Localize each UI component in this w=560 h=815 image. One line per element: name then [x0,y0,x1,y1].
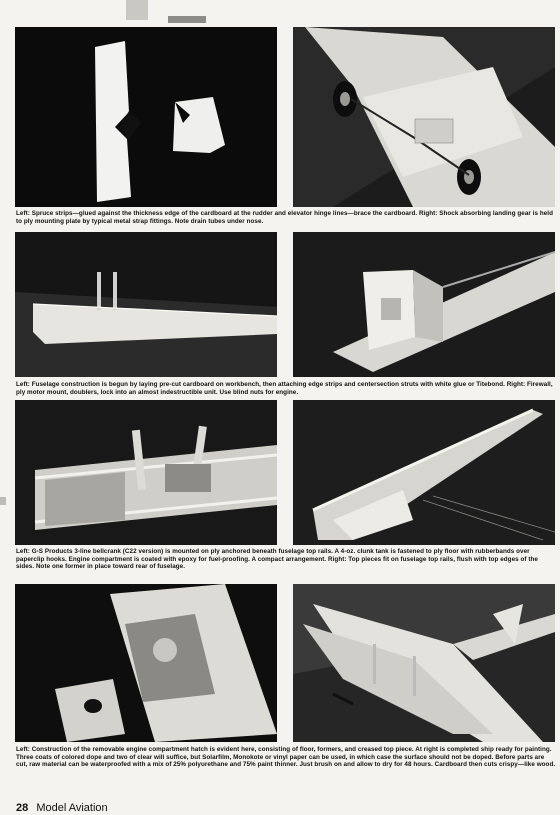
scan-artifact [168,16,206,23]
photo-fuselage-flat [15,232,277,377]
magazine-name: Model Aviation [36,802,108,814]
photo-firewall [293,232,555,377]
page-number: 28 [16,802,29,814]
scan-artifact [126,0,148,20]
photo-bellcrank [15,400,277,545]
photo-tail-cardboard [15,27,277,207]
photo-completed-biplane [293,584,555,742]
caption-row-2: Left: Fuselage construction is begun by laying pre-cut cardboard on workbench, then attaching edge strips and centersection struts with white glue or Titebond. Right: Firewall, ply motor mount, doublers, lock into an almost indestructible unit. Use blind nuts for engine. [16,381,553,396]
scan-artifact [0,497,6,505]
caption-row-3: Left: G-S Products 3-line bellcrank (C22 version) is mounted on ply anchored beneath fuselage top rails. A 4-oz. clunk tank is fastened to ply floor with rubberbands over paperclip hooks. Engine compartment is coated with epoxy for fuel-proofing. A compact arrangement. Right: Top pieces fit on fuselage top rails, flush with top edges of the sides. Note one former in place toward rear of fuselage. [16,548,538,571]
caption-row-4: Left: Construction of the removable engine compartment hatch is evident here, consisting of floor, formers, and creased top piece. At right is completed ship ready for painting. Three coats of colored dope and two of clear will suffice, but Solarfilm, Monokote or vinyl paper can be used, in which case the surface should not be doped. Before parts are cut, raw material can be waterproofed with a mix of 25% polyurethane and 75% paint thinner. Just brush on and allow to dry for 48 hours. Cardboard then cuts crispy—like wood. [16,746,556,769]
photo-engine-hatch [15,584,277,742]
photo-fuselage-top [293,400,555,545]
caption-row-1: Left: Spruce strips—glued against the thickness edge of the cardboard at the rudder and elevator hinge lines—brace the cardboard. Right: Shock absorbing landing gear is held to ply mounting plate by typical metal strap fittings. Note drain tubes under nose. [16,210,553,225]
page-folio [16,802,108,814]
photo-landing-gear [293,27,555,207]
